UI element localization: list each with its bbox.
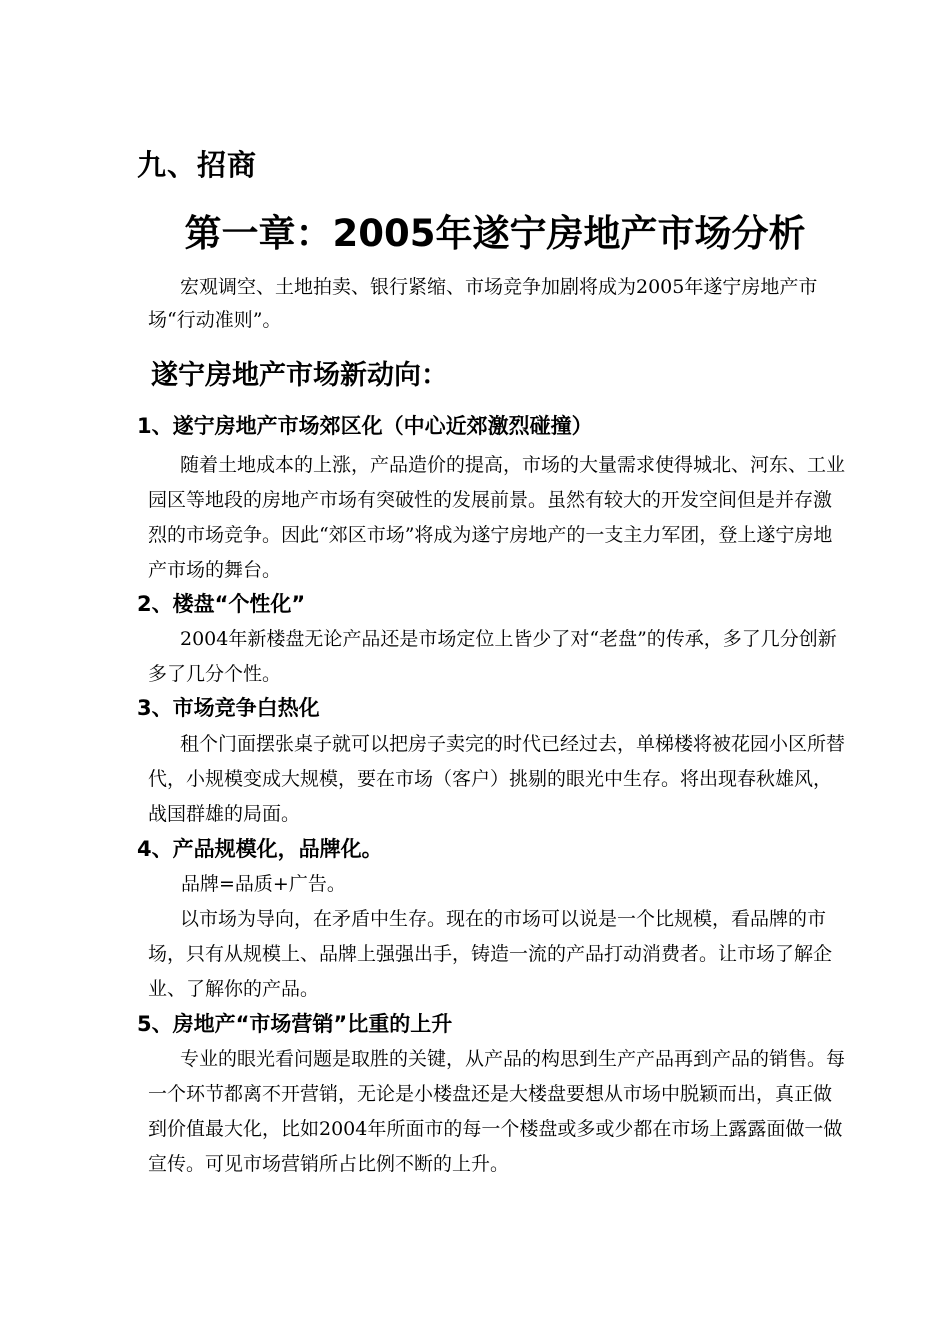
brand-formula: 品牌=品质+广告。 <box>181 873 346 895</box>
chapter-title: 第一章：2005年遂宁房地产市场分析 <box>184 212 806 255</box>
item-heading-3: 3、市场竞争白热化 <box>137 696 320 720</box>
item-paragraph-3: 租个门面摆张桌子就可以把房子卖完的时代已经过去，单梯楼将被花园小区所替代，小规模变成大规模，要在市场（客户）挑剔的眼光中生存。将出现春秋雄风，战国群雄的局面。 <box>148 733 846 825</box>
subtitle: 遂宁房地产市场新动向： <box>151 360 448 391</box>
section-heading: 九、招商 <box>137 148 258 182</box>
item-heading-5: 5、房地产“市场营销”比重的上升 <box>137 1012 453 1036</box>
item-heading-4: 4、产品规模化，品牌化。 <box>137 837 383 861</box>
intro-paragraph: 宏观调空、土地拍卖、银行紧缩、市场竞争加剧将成为2005年遂宁房地产市场“行动准则”。 <box>148 276 818 331</box>
item-paragraph-5: 专业的眼光看问题是取胜的关键，从产品的构思到生产产品再到产品的销售。每一个环节都离不开营销，无论是小楼盘还是大楼盘要想从市场中脱颖而出，真正做到价值最大化，比如2004年所面市的每一个楼盘或多或少都在市场上露露面做一做宣传。可见市场营销所占比例不断的上升。 <box>148 1048 846 1175</box>
item-paragraph-4: 以市场为导向，在矛盾中生存。现在的市场可以说是一个比规模，看品牌的市场，只有从规模上、品牌上强强出手，铸造一流的产品打动消费者。让市场了解企业、了解你的产品。 <box>148 908 833 1000</box>
item-paragraph-2: 2004年新楼盘无论产品还是市场定位上皆少了对“老盘”的传承，多了几分创新多了几分个性。 <box>148 628 837 685</box>
item-heading-2: 2、楼盘“个性化” <box>137 592 306 616</box>
item-paragraph-1: 随着土地成本的上涨，产品造价的提高，市场的大量需求使得城北、河东、工业园区等地段的房地产市场有突破性的发展前景。虽然有较大的开发空间但是并存激烈的市场竞争。因此“郊区市场”将成为遂宁房地产的一支主力军团，登上遂宁房地产市场的舞台。 <box>148 454 846 581</box>
item-heading-1: 1、遂宁房地产市场郊区化（中心近郊激烈碰撞） <box>137 414 593 438</box>
